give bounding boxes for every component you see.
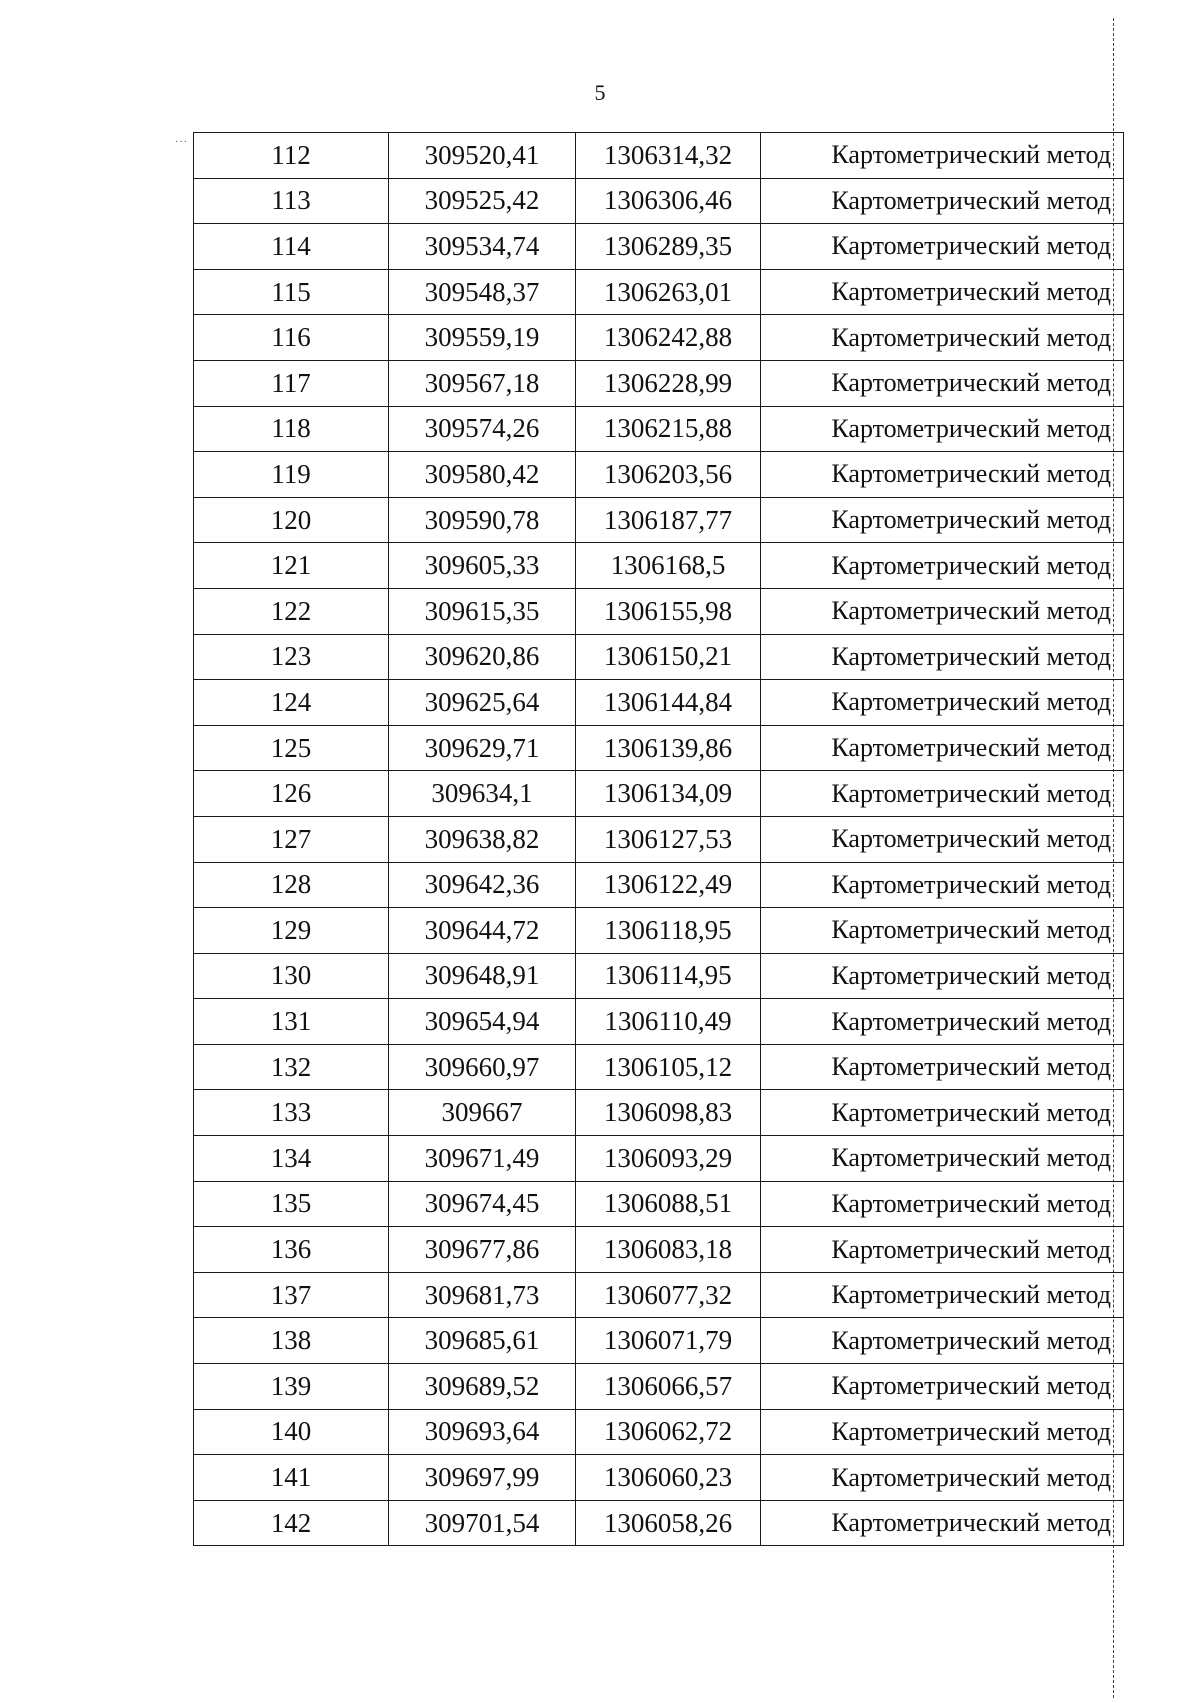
point-number-cell: 135 — [194, 1181, 389, 1227]
table-row — [194, 1318, 1124, 1364]
y-coordinate-cell: 1306105,12 — [576, 1044, 761, 1090]
y-coordinate-cell: 1306155,98 — [576, 588, 761, 634]
table-row — [194, 497, 1124, 543]
method-cell: Картометрический метод — [761, 1455, 1124, 1501]
table-row — [194, 133, 1124, 179]
x-coordinate-cell: 309620,86 — [389, 634, 576, 680]
y-coordinate-cell: 1306118,95 — [576, 908, 761, 954]
point-number-cell: 130 — [194, 953, 389, 999]
y-coordinate-cell: 1306215,88 — [576, 406, 761, 452]
method-cell: Картометрический метод — [761, 497, 1124, 543]
y-coordinate-cell: 1306062,72 — [576, 1409, 761, 1455]
x-coordinate-cell: 309654,94 — [389, 999, 576, 1045]
x-coordinate-cell: 309567,18 — [389, 360, 576, 406]
page-number: 5 — [594, 80, 606, 105]
method-cell: Картометрический метод — [761, 862, 1124, 908]
x-coordinate-cell: 309677,86 — [389, 1227, 576, 1273]
method-cell: Картометрический метод — [761, 133, 1124, 179]
y-coordinate-cell: 1306168,5 — [576, 543, 761, 589]
y-coordinate-cell: 1306071,79 — [576, 1318, 761, 1364]
y-coordinate-cell: 1306122,49 — [576, 862, 761, 908]
y-coordinate-cell: 1306110,49 — [576, 999, 761, 1045]
method-cell: Картометрический метод — [761, 406, 1124, 452]
y-coordinate-cell: 1306306,46 — [576, 178, 761, 224]
y-coordinate-cell: 1306228,99 — [576, 360, 761, 406]
x-coordinate-cell: 309685,61 — [389, 1318, 576, 1364]
table-row — [194, 999, 1124, 1045]
x-coordinate-cell: 309559,19 — [389, 315, 576, 361]
point-number-cell: 121 — [194, 543, 389, 589]
point-number-cell: 134 — [194, 1136, 389, 1182]
table-row — [194, 1272, 1124, 1318]
x-coordinate-cell: 309534,74 — [389, 224, 576, 270]
table-row — [194, 634, 1124, 680]
x-coordinate-cell: 309634,1 — [389, 771, 576, 817]
table-row — [194, 269, 1124, 315]
method-cell: Картометрический метод — [761, 816, 1124, 862]
method-cell: Картометрический метод — [761, 1227, 1124, 1273]
method-cell: Картометрический метод — [761, 1318, 1124, 1364]
y-coordinate-cell: 1306187,77 — [576, 497, 761, 543]
method-cell: Картометрический метод — [761, 178, 1124, 224]
x-coordinate-cell: 309671,49 — [389, 1136, 576, 1182]
x-coordinate-cell: 309648,91 — [389, 953, 576, 999]
y-coordinate-cell: 1306083,18 — [576, 1227, 761, 1273]
point-number-cell: 128 — [194, 862, 389, 908]
scan-mark: ··· — [175, 137, 188, 148]
x-coordinate-cell: 309525,42 — [389, 178, 576, 224]
table-row — [194, 178, 1124, 224]
y-coordinate-cell: 1306066,57 — [576, 1364, 761, 1410]
x-coordinate-cell: 309660,97 — [389, 1044, 576, 1090]
point-number-cell: 139 — [194, 1364, 389, 1410]
x-coordinate-cell: 309605,33 — [389, 543, 576, 589]
method-cell: Картометрический метод — [761, 680, 1124, 726]
table-row — [194, 360, 1124, 406]
x-coordinate-cell: 309548,37 — [389, 269, 576, 315]
point-number-cell: 141 — [194, 1455, 389, 1501]
table-row — [194, 1181, 1124, 1227]
table-row — [194, 315, 1124, 361]
method-cell: Картометрический метод — [761, 908, 1124, 954]
y-coordinate-cell: 1306098,83 — [576, 1090, 761, 1136]
point-number-cell: 117 — [194, 360, 389, 406]
method-cell: Картометрический метод — [761, 771, 1124, 817]
x-coordinate-cell: 309520,41 — [389, 133, 576, 179]
method-cell: Картометрический метод — [761, 1500, 1124, 1546]
method-cell: Картометрический метод — [761, 1136, 1124, 1182]
method-cell: Картометрический метод — [761, 1090, 1124, 1136]
x-coordinate-cell: 309625,64 — [389, 680, 576, 726]
method-cell: Картометрический метод — [761, 588, 1124, 634]
x-coordinate-cell: 309693,64 — [389, 1409, 576, 1455]
method-cell: Картометрический метод — [761, 269, 1124, 315]
point-number-cell: 124 — [194, 680, 389, 726]
table-row — [194, 771, 1124, 817]
table-row — [194, 1500, 1124, 1546]
y-coordinate-cell: 1306150,21 — [576, 634, 761, 680]
y-coordinate-cell: 1306060,23 — [576, 1455, 761, 1501]
y-coordinate-cell: 1306242,88 — [576, 315, 761, 361]
x-coordinate-cell: 309580,42 — [389, 452, 576, 498]
x-coordinate-cell: 309674,45 — [389, 1181, 576, 1227]
x-coordinate-cell: 309701,54 — [389, 1500, 576, 1546]
y-coordinate-cell: 1306058,26 — [576, 1500, 761, 1546]
y-coordinate-cell: 1306139,86 — [576, 725, 761, 771]
method-cell: Картометрический метод — [761, 953, 1124, 999]
point-number-cell: 114 — [194, 224, 389, 270]
point-number-cell: 138 — [194, 1318, 389, 1364]
x-coordinate-cell: 309689,52 — [389, 1364, 576, 1410]
point-number-cell: 129 — [194, 908, 389, 954]
method-cell: Картометрический метод — [761, 1272, 1124, 1318]
point-number-cell: 123 — [194, 634, 389, 680]
table-row — [194, 406, 1124, 452]
x-coordinate-cell: 309667 — [389, 1090, 576, 1136]
table-row — [194, 543, 1124, 589]
point-number-cell: 116 — [194, 315, 389, 361]
y-coordinate-cell: 1306289,35 — [576, 224, 761, 270]
method-cell: Картометрический метод — [761, 360, 1124, 406]
x-coordinate-cell: 309574,26 — [389, 406, 576, 452]
table-row — [194, 1364, 1124, 1410]
method-cell: Картометрический метод — [761, 315, 1124, 361]
point-number-cell: 127 — [194, 816, 389, 862]
point-number-cell: 133 — [194, 1090, 389, 1136]
table-row — [194, 452, 1124, 498]
method-cell: Картометрический метод — [761, 1181, 1124, 1227]
point-number-cell: 131 — [194, 999, 389, 1045]
point-number-cell: 125 — [194, 725, 389, 771]
table-row — [194, 725, 1124, 771]
point-number-cell: 142 — [194, 1500, 389, 1546]
x-coordinate-cell: 309629,71 — [389, 725, 576, 771]
table-row — [194, 224, 1124, 270]
point-number-cell: 118 — [194, 406, 389, 452]
point-number-cell: 137 — [194, 1272, 389, 1318]
x-coordinate-cell: 309590,78 — [389, 497, 576, 543]
table-row — [194, 1044, 1124, 1090]
coordinates-table-body — [194, 133, 1124, 1546]
table-row — [194, 1136, 1124, 1182]
y-coordinate-cell: 1306134,09 — [576, 771, 761, 817]
point-number-cell: 136 — [194, 1227, 389, 1273]
method-cell: Картометрический метод — [761, 725, 1124, 771]
point-number-cell: 122 — [194, 588, 389, 634]
method-cell: Картометрический метод — [761, 999, 1124, 1045]
y-coordinate-cell: 1306203,56 — [576, 452, 761, 498]
table-row — [194, 1227, 1124, 1273]
x-coordinate-cell: 309681,73 — [389, 1272, 576, 1318]
method-cell: Картометрический метод — [761, 1409, 1124, 1455]
y-coordinate-cell: 1306144,84 — [576, 680, 761, 726]
method-cell: Картометрический метод — [761, 543, 1124, 589]
table-row — [194, 1409, 1124, 1455]
table-row — [194, 1455, 1124, 1501]
table-row — [194, 680, 1124, 726]
method-cell: Картометрический метод — [761, 634, 1124, 680]
y-coordinate-cell: 1306114,95 — [576, 953, 761, 999]
table-row — [194, 862, 1124, 908]
method-cell: Картометрический метод — [761, 452, 1124, 498]
table-row — [194, 953, 1124, 999]
coordinates-table — [193, 132, 1124, 1546]
x-coordinate-cell: 309615,35 — [389, 588, 576, 634]
point-number-cell: 112 — [194, 133, 389, 179]
point-number-cell: 115 — [194, 269, 389, 315]
point-number-cell: 132 — [194, 1044, 389, 1090]
method-cell: Картометрический метод — [761, 1364, 1124, 1410]
method-cell: Картометрический метод — [761, 1044, 1124, 1090]
y-coordinate-cell: 1306077,32 — [576, 1272, 761, 1318]
point-number-cell: 126 — [194, 771, 389, 817]
point-number-cell: 119 — [194, 452, 389, 498]
y-coordinate-cell: 1306314,32 — [576, 133, 761, 179]
x-coordinate-cell: 309697,99 — [389, 1455, 576, 1501]
x-coordinate-cell: 309644,72 — [389, 908, 576, 954]
y-coordinate-cell: 1306263,01 — [576, 269, 761, 315]
y-coordinate-cell: 1306088,51 — [576, 1181, 761, 1227]
method-cell: Картометрический метод — [761, 224, 1124, 270]
y-coordinate-cell: 1306127,53 — [576, 816, 761, 862]
table-row — [194, 588, 1124, 634]
x-coordinate-cell: 309638,82 — [389, 816, 576, 862]
table-row — [194, 908, 1124, 954]
y-coordinate-cell: 1306093,29 — [576, 1136, 761, 1182]
point-number-cell: 120 — [194, 497, 389, 543]
point-number-cell: 140 — [194, 1409, 389, 1455]
point-number-cell: 113 — [194, 178, 389, 224]
x-coordinate-cell: 309642,36 — [389, 862, 576, 908]
table-row — [194, 1090, 1124, 1136]
table-row — [194, 816, 1124, 862]
